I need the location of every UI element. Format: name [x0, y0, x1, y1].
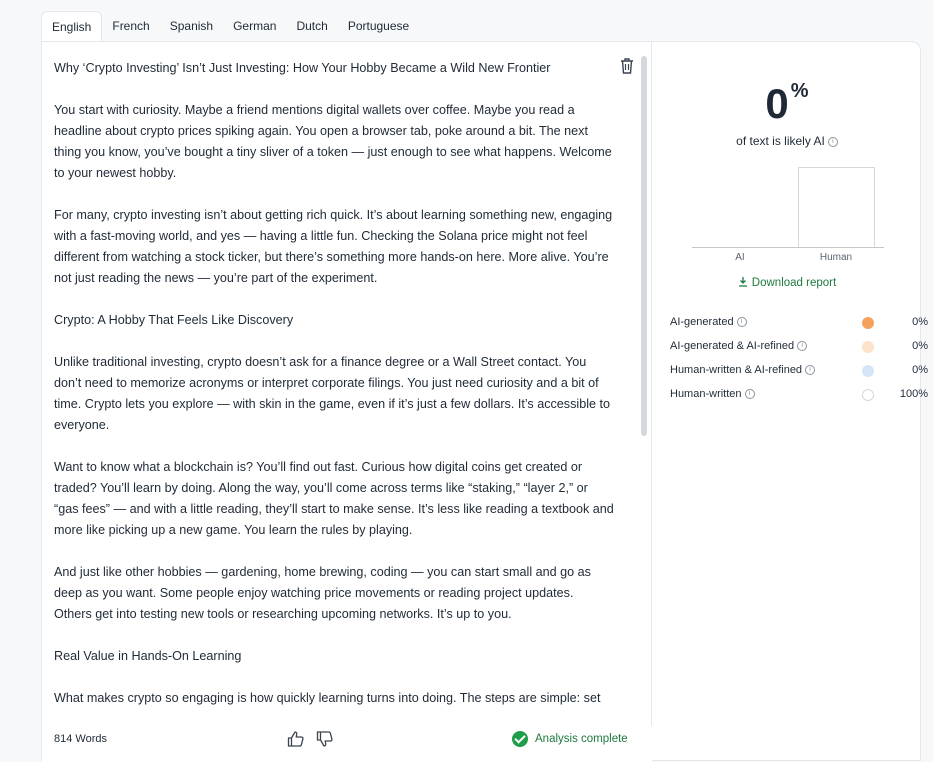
status-text: Analysis complete [535, 733, 628, 745]
word-count: 814 Words [54, 733, 107, 745]
download-report-link[interactable] [652, 276, 922, 289]
info-icon[interactable]: i [745, 389, 755, 399]
legend-dot [862, 389, 874, 401]
legend-label: Human-written i [670, 388, 755, 400]
document-title: Why ‘Crypto Investing’ Isn’t Just Investing: How Your Hobby Became a Wild New Frontier [54, 61, 551, 75]
legend-row-human-written [670, 386, 928, 410]
likely-ai-caption [652, 134, 922, 148]
legend-dot [862, 317, 874, 329]
paragraph: You start with curiosity. Maybe a friend mentions digital wallets over coffee. Maybe you read a headline about crypto prices spiking again. You open a browser tab, poke around a bit. The next thing you know, you’ve bought a tiny sliver of a token — just enough to see what happens. Welcome to your newest hobby. [54, 103, 612, 180]
tab-portuguese[interactable]: Portuguese [347, 19, 410, 33]
section-heading: Crypto: A Hobby That Feels Like Discovery [54, 313, 294, 327]
text-editor [42, 42, 652, 762]
check-circle-icon [512, 731, 528, 747]
info-icon[interactable]: i [805, 365, 815, 375]
trash-icon[interactable] [619, 57, 635, 75]
thumbs-up-icon[interactable] [287, 730, 305, 748]
ai-human-bar-chart [692, 167, 884, 263]
thumbs-down-icon[interactable] [316, 730, 334, 748]
tab-english[interactable]: English [41, 11, 102, 42]
info-icon[interactable]: i [828, 137, 838, 147]
legend-row-human-written-ai-refined [670, 362, 928, 386]
legend-label: AI-generated & AI-refined i [670, 340, 807, 352]
likely-ai-text: of text is likely AI [736, 134, 825, 148]
paragraph: Unlike traditional investing, crypto doesn’t ask for a finance degree or a Wall Street contact. You don’t need to memorize acronyms or interpret corporate filings. You just need curiosity and a bit of time. Crypto lets you explore — with skin in the game, even if it’s just a few dollars. It’s accessible to everyone. [54, 355, 611, 432]
download-icon [738, 276, 748, 287]
percent-symbol: % [790, 80, 809, 102]
legend-value: 0% [912, 364, 928, 376]
paragraph: Want to know what a blockchain is? You’ll find out fast. Curious how digital coins get created or traded? You’ll learn by doing. Along the way, you’ll come across terms like “staking,” “layer 2,” or “gas fees” — and with a little reading, they’ll start to make sense. It’s less like reading a textbook and more like picking up a new game. You learn the rules by playing. [54, 460, 614, 537]
editor-footer [42, 726, 652, 762]
legend-row-ai-generated-ai-refined [670, 338, 928, 362]
section-heading: Real Value in Hands-On Learning [54, 649, 242, 663]
paragraph: And just like other hobbies — gardening, home brewing, coding — you can start small and go as deep as you want. Some people enjoy watching price movements or reading project updates. Others get into testing new tools or researching upcoming networks. It’s up to you. [54, 565, 591, 621]
legend-dot [862, 341, 874, 353]
tab-dutch[interactable]: Dutch [296, 19, 328, 33]
percent-value: 0 [765, 80, 789, 127]
document-text[interactable] [54, 58, 614, 726]
legend-value: 0% [912, 340, 928, 352]
info-icon[interactable]: i [797, 341, 807, 351]
result-legend [670, 314, 928, 410]
download-report-label: Download report [751, 277, 837, 289]
ai-percent [652, 80, 922, 128]
legend-dot [862, 365, 874, 377]
result-panel [652, 42, 928, 762]
legend-value: 100% [899, 388, 928, 400]
legend-row-ai-generated [670, 314, 928, 338]
tab-german[interactable]: German [233, 19, 277, 33]
info-icon[interactable]: i [737, 317, 747, 327]
analysis-status [512, 731, 628, 747]
legend-label: AI-generated i [670, 316, 747, 328]
detector-card [41, 41, 928, 761]
scrollbar[interactable] [641, 56, 647, 436]
tick-label-human: Human [819, 252, 853, 263]
language-tabs [41, 11, 419, 42]
paragraph: For many, crypto investing isn’t about getting rich quick. It’s about learning something new, engaging with a fast-moving world, and yes — having a little fun. Checking the Solana price might not feel different from watching a stock ticker, but there’s something more hands-on here. More alive. You’re not just reading the news — you’re part of the experiment. [54, 208, 613, 285]
legend-value: 0% [912, 316, 928, 328]
bar-human [799, 168, 875, 248]
legend-label: Human-written & AI-refined i [670, 364, 815, 376]
tab-spanish[interactable]: Spanish [169, 19, 214, 33]
tick-label-ai: AI [735, 252, 745, 263]
paragraph: What makes crypto so engaging is how quickly learning turns into doing. The steps are simple: set [54, 691, 601, 705]
tab-french[interactable]: French [112, 19, 150, 33]
